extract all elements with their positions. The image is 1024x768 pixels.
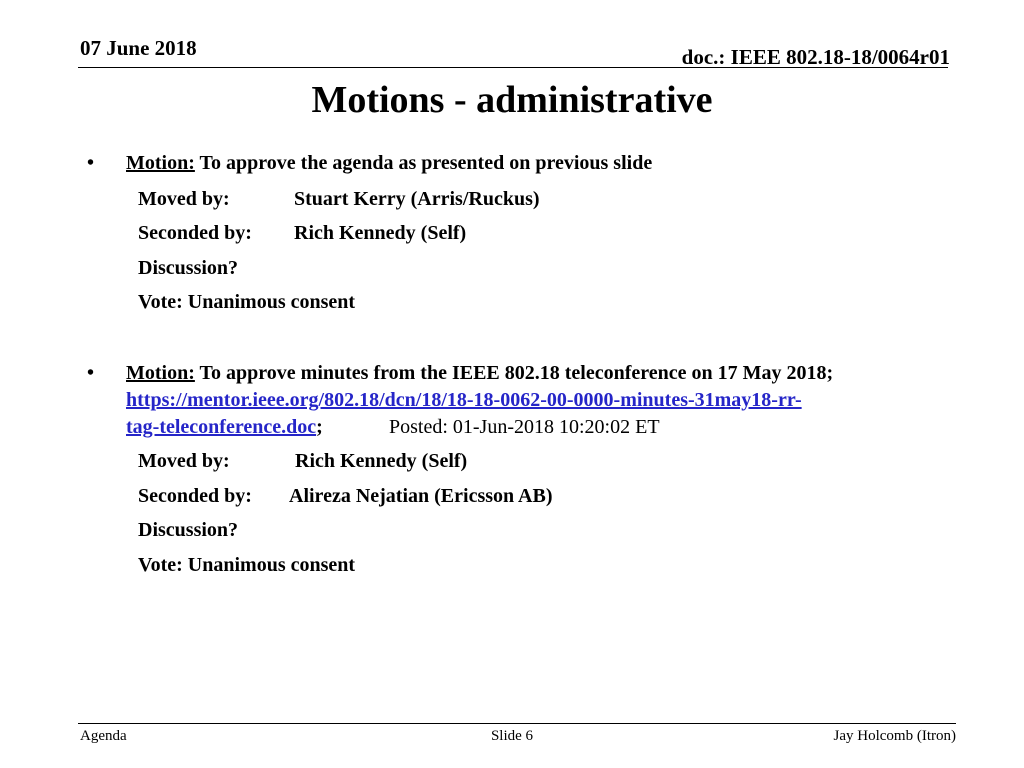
link-suffix: ; (316, 416, 323, 438)
bullet: • (87, 362, 95, 384)
moved-by-value: Rich Kennedy (Self) (295, 450, 468, 472)
posted-timestamp: Posted: 01-Jun-2018 10:20:02 ET (389, 416, 660, 438)
slide-title: Motions - administrative (311, 79, 713, 121)
discussion: Discussion? (138, 257, 239, 279)
minutes-link[interactable]: https://mentor.ieee.org/802.18/dcn/18/18-18-0062-00-0000-minutes-31may18-rr- (126, 389, 802, 411)
moved-by-label: Moved by: (138, 188, 230, 210)
footer-rule (78, 723, 956, 724)
vote: Vote: Unanimous consent (138, 291, 356, 313)
footer-slide-number: Slide 6 (490, 728, 534, 744)
discussion: Discussion? (138, 519, 239, 541)
motion-label: Motion: (126, 362, 195, 384)
footer-left: Agenda (80, 728, 127, 744)
header-rule (78, 67, 948, 68)
motion-text: To approve minutes from the IEEE 802.18 teleconference on 17 May 2018; (199, 362, 834, 384)
bullet: • (87, 152, 95, 174)
moved-by-label: Moved by: (138, 450, 230, 472)
motion-text: To approve the agenda as presented on previous slide (199, 152, 653, 174)
minutes-link-line1-wrap (126, 389, 802, 412)
motion-2-line (126, 362, 833, 385)
footer-author: Jay Holcomb (Itron) (833, 728, 956, 744)
seconded-by-label: Seconded by: (138, 485, 252, 507)
seconded-by-value: Alireza Nejatian (Ericsson AB) (289, 485, 553, 507)
vote: Vote: Unanimous consent (138, 554, 356, 576)
motion-1-line (126, 152, 652, 175)
header-doc-id: doc.: IEEE 802.18-18/0064r01 (681, 45, 950, 69)
seconded-by-value: Rich Kennedy (Self) (294, 222, 467, 244)
moved-by-value: Stuart Kerry (Arris/Ruckus) (294, 188, 540, 210)
minutes-link-line2-wrap (126, 416, 323, 439)
minutes-link-continued[interactable]: tag-teleconference.doc (126, 416, 317, 438)
seconded-by-label: Seconded by: (138, 222, 252, 244)
header-date: 07 June 2018 (80, 36, 197, 60)
motion-label: Motion: (126, 152, 195, 174)
